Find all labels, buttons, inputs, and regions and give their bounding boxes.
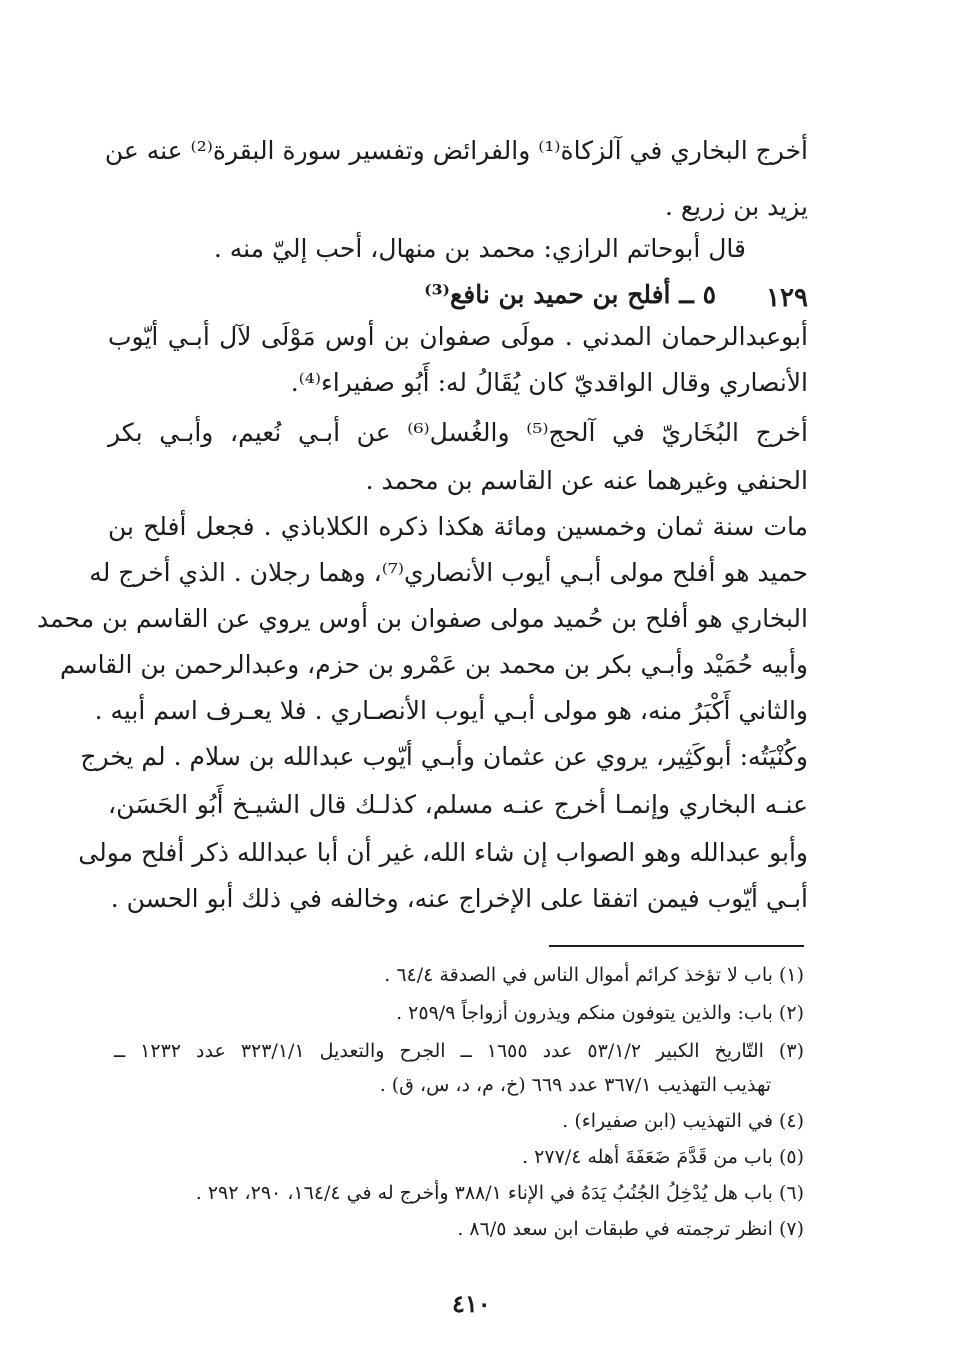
body-line-14: عنـه البخاري وإنمـا أخرج عنـه مسلم، كذلـك قال الشيـخ أَبُو الحَسَن، (108, 790, 808, 819)
body-line-11: وأبيه حُمَيْد وأبـي بكر بن محمد بن عَمْرو بن حزم، وعبدالرحمن بن القاسم (59, 650, 808, 679)
footnote-3: (٣) التّاريخ الكبير ٥٣/١/٢ عدد ١٦٥٥ ــ الجرح والتعديل ٣٢٣/١/١ عدد ١٢٣٢ ــ (114, 1040, 804, 1062)
page-number: ٤١٠ (452, 1289, 491, 1318)
footnote-1: (١) باب لا تؤخذ كرائم أموال الناس في الصدقة ٦٤/٤ . (384, 964, 804, 986)
entry-number: ١٢٩ (766, 283, 808, 313)
footnote-5: (٥) باب من قَدَّمَ ضَعَفَةَ أهله ٢٧٧/٤ . (522, 1146, 804, 1168)
body-line-9: حميد هو أفلح مولى أبـي أيوب الأنصاري⁽⁷⁾، وهما رجلان . الذي أخرج له (89, 558, 808, 587)
body-line-15: وأبو عبدالله وهو الصواب إن شاء الله، غير أن أبا عبدالله ذكر أفلح مولى (78, 838, 808, 867)
body-line-5: الأنصاري وقال الواقديّ كان يُقَالُ له: أَبُو صفيراء⁽⁴⁾. (290, 368, 808, 397)
body-line-6: أخرج البُخَاريّ في آلحج⁽⁵⁾ والغُسل⁽⁶⁾ عن أبـي نُعيم، وأبـي بكر (108, 418, 808, 447)
body-line-2: يزيد بن زريع . (664, 192, 808, 221)
footnote-6: (٦) باب هل يُدْخِلُ الجُنُبُ يَدَهُ في الإناء ٣٨٨/١ وأخرج له في ١٦٤/٤، ٢٩٠، ٢٩٢ . (195, 1182, 804, 1204)
entry-heading: ٥ ــ أفلح بن حميد بن نافع⁽³⁾ (424, 280, 716, 309)
footnote-3-continued: تهذيب التهذيب ٣٦٧/١ عدد ٦٦٩ (خ، م، د، س، ق) . (379, 1074, 771, 1096)
footnote-2: (٢) باب: والذين يتوفون منكم ويذرون أزواجاً ٢٥٩/٩ . (396, 1002, 804, 1024)
body-line-16: أبـي أيّوب فيمن اتفقا على الإخراج عنه، وخالفه في ذلك أبو الحسن . (110, 884, 808, 913)
body-line-3: قال أبوحاتم الرازي: محمد بن منهال، أحب إليّ منه . (213, 234, 746, 263)
body-line-12: والثاني أَكْبَرُ منه، هو مولى أبـي أيوب الأنصـاري . فلا يعـرف اسم أبيه . (94, 696, 808, 725)
body-line-8: مات سنة ثمان وخمسين ومائة هكذا ذكره الكلاباذي . فجعل أفلح بن (108, 512, 808, 541)
footnote-separator (549, 945, 804, 947)
body-line-7: الحنفي وغيرهما عنه عن القاسم بن محمد . (365, 466, 808, 495)
footnote-4: (٤) في التهذيب (ابن صفيراء) . (562, 1110, 804, 1132)
body-line-4: أبوعبدالرحمان المدني . مولَى صفوان بن أوس مَوْلَى لآل أبـي أيّوب (108, 322, 808, 351)
footnote-7: (٧) انظر ترجمته في طبقات ابن سعد ٨٦/٥ . (457, 1218, 804, 1240)
body-line-10: البخاري هو أفلح بن حُميد مولى صفوان بن أوس يروي عن القاسم بن محمد (36, 604, 808, 633)
body-line-13: وكُنْيَتُه: أبوكَثِير، يروي عن عثمان وأبـي أيّوب عبدالله بن سلام . لم يخرج (80, 742, 808, 771)
body-line-1: أخرج البخاري في آلزكاة⁽¹⁾ والفرائض وتفسير سورة البقرة⁽²⁾ عنه عن (104, 136, 808, 165)
